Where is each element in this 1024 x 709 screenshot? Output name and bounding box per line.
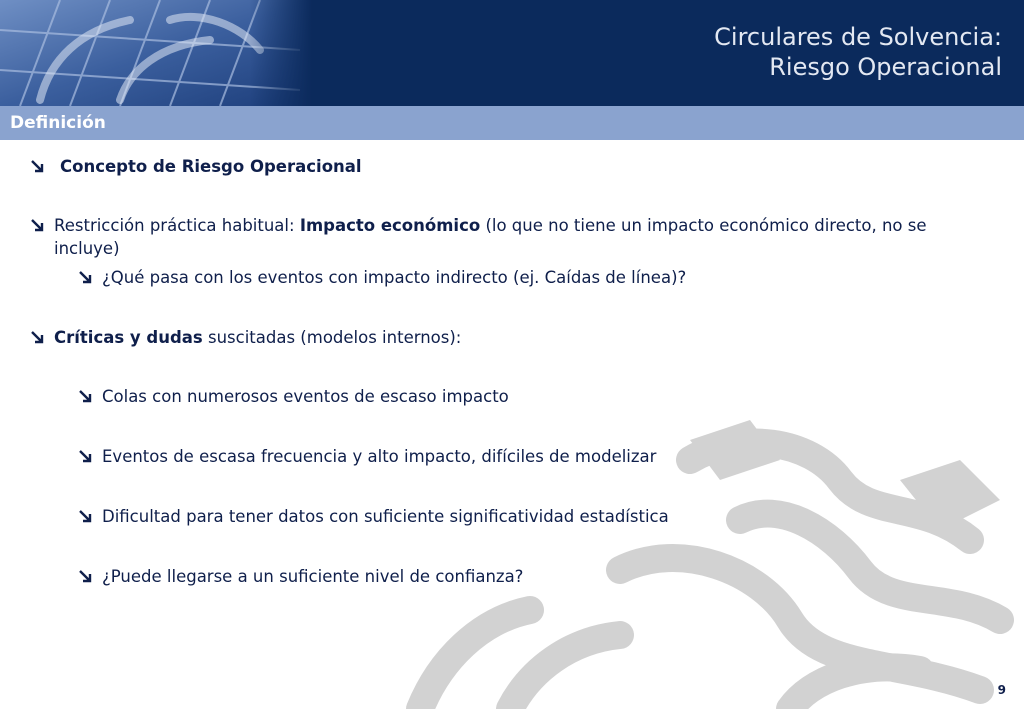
building-photo [0, 0, 312, 106]
bullet-item [30, 214, 980, 260]
title-line-1: Circulares de Solvencia: [714, 23, 1002, 51]
arrow-bullet-icon [78, 565, 94, 588]
bullet-item [78, 266, 686, 289]
arrow-bullet-icon [30, 326, 46, 349]
bullet-text: ¿Qué pasa con los eventos con impacto indirecto (ej. Caídas de línea)? [102, 268, 687, 287]
section-title: Definición [10, 113, 106, 133]
bullet-text: Dificultad para tener datos con suficiente significatividad estadística [102, 507, 669, 526]
bullet-item [30, 326, 461, 349]
bullet-item [78, 445, 656, 468]
arrow-bullet-icon [30, 214, 46, 237]
arrow-bullet-icon [78, 505, 94, 528]
bullet-text: Concepto de Riesgo Operacional [60, 157, 362, 176]
page-number: 9 [997, 683, 1006, 697]
bullet-bold: Impacto económico [299, 216, 481, 235]
bullet-item [78, 505, 669, 528]
slide-title [714, 22, 1002, 82]
bullet-item [78, 565, 523, 588]
arrow-bullet-icon [78, 445, 94, 468]
bullet-text: Eventos de escasa frecuencia y alto impacto, difíciles de modelizar [102, 447, 657, 466]
bullet-item [30, 155, 362, 178]
arrow-bullet-icon [78, 385, 94, 408]
arrow-bullet-icon [30, 155, 46, 178]
arrow-bullet-icon [78, 266, 94, 289]
bullet-item [78, 385, 509, 408]
bullet-suffix: suscitadas (modelos internos): [202, 328, 462, 347]
bullet-suffix: (lo que no tiene un impacto económico directo, no se incluye) [54, 216, 927, 258]
bullet-text: Colas con numerosos eventos de escaso impacto [102, 387, 509, 406]
bullet-text: ¿Puede llegarse a un suficiente nivel de confianza? [102, 567, 524, 586]
slide-header [0, 0, 1024, 106]
bullet-bold: Críticas y dudas [54, 328, 203, 347]
bullet-text [30, 214, 980, 260]
bullet-text [30, 326, 461, 349]
bullet-prefix: Restricción práctica habitual: [54, 216, 300, 235]
title-line-2: Riesgo Operacional [769, 53, 1002, 81]
section-bar [0, 106, 1024, 140]
